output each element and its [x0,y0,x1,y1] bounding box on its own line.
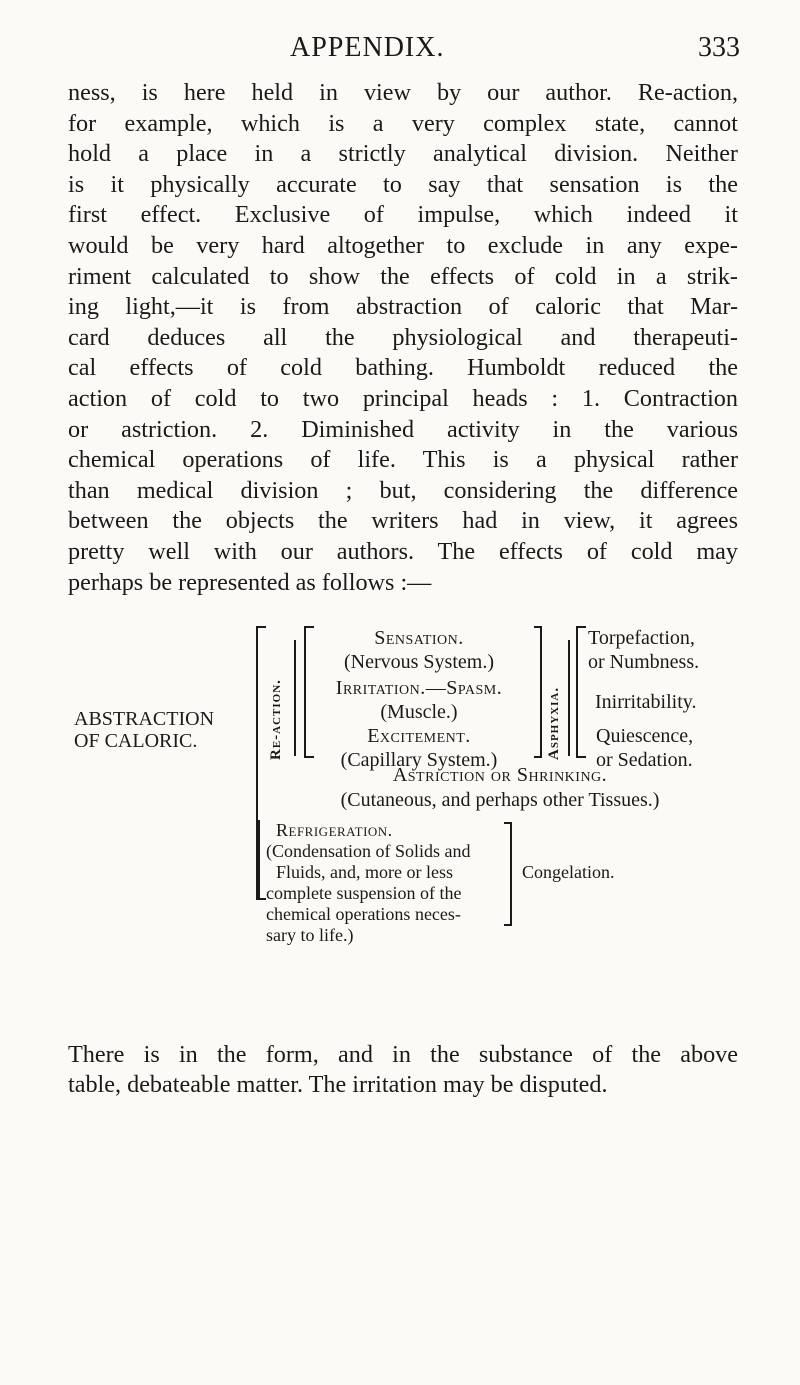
refrigeration-line: chemical operations neces- [266,904,461,924]
irritation-name: Irritation.—Spasm. [335,677,503,699]
body-line: ness, is here held in view by our author. Re-action, [68,79,738,106]
body-line: cal effects of cold bathing. Humboldt reduced the [68,354,738,382]
refrigeration-line: (Condensation of Solids and [266,841,471,861]
body-line: action of cold to two principal heads : 1. Contraction [68,384,738,412]
body-line: riment calculated to show the effects of cold in a strik- [68,262,738,290]
footer-line: table, debateable matter. The irritation may be disputed. [68,1071,608,1098]
astriction-name: Astriction or Shrinking. [392,764,608,786]
body-line: card deduces all the physiological and therapeuti- [68,323,738,351]
quiescence-line: or Sedation. [596,749,693,771]
refrigeration-name: Refrigeration. [276,820,393,840]
root-bracket-upper [256,626,266,730]
body-line-last: perhaps be represented as follows :— [68,568,432,596]
torpefaction-result [588,626,699,674]
irritation-row [306,676,532,724]
refrigeration-line: sary to life.) [266,925,354,945]
body-line: first effect. Exclusive of impulse, which indeed it [68,201,738,229]
body-line: pretty well with our authors. The effects of cold may [68,537,738,565]
excitement-sub: (Capillary System.) [340,749,498,771]
body-line: ing light,—it is from abstraction of caloric that Mar- [68,293,738,321]
refrigeration-left-bracket [258,820,266,900]
footer-line: There is in the form, and in the substance of the above [68,1041,738,1068]
refrigeration-block [266,820,471,946]
body-line: than medical division ; but, considering the difference [68,476,738,504]
page-number: 333 [698,32,740,63]
body-line: chemical operations of life. This is a physical rather [68,446,738,474]
sensation-name: Sensation. [374,627,464,649]
body-line: between the objects the writers had in view, it agrees [68,507,738,535]
sensation-sub: (Nervous System.) [344,651,494,673]
body-line: is it physically accurate to say that sensation is the [68,170,738,198]
body-line: or astriction. 2. Diminished activity in the various [68,415,738,443]
running-header-title: APPENDIX. [290,32,445,63]
root-label [74,708,214,752]
refrigeration-line: complete suspension of the [266,883,462,903]
astriction-sub: (Cutaneous, and perhaps other Tissues.) [340,789,660,811]
body-line: would be very hard altogether to exclude in any expe- [68,231,738,259]
reaction-rule [294,640,296,756]
irritation-sub: (Muscle.) [380,701,458,723]
inirritability-result: Inirritability. [595,691,697,713]
torpefaction-line: Torpefaction, [588,627,695,649]
root-label-line: OF CALORIC. [74,730,198,752]
quiescence-line: Quiescence, [596,725,694,747]
asphyxia-rule [568,640,570,756]
congelation-result: Congelation. [522,862,615,882]
torpefaction-line: or Numbness. [588,651,700,673]
results-bracket [576,626,586,758]
root-label-line: ABSTRACTION [74,708,215,730]
refrigeration-right-bracket [504,822,512,926]
asphyxia-label: Asphyxia. [546,686,562,760]
reaction-label: Re-action. [268,679,284,760]
excitement-name: Excitement. [367,725,471,747]
refrigeration-line: Fluids, and, more or less [276,862,453,882]
footer-paragraph [68,1040,738,1100]
body-line: hold a place in a strictly analytical division. Neither [68,140,738,168]
body-paragraph [68,78,738,598]
sensation-row [306,626,532,674]
body-line: for example, which is a very complex state, cannot [68,109,738,137]
middle-right-bracket [534,626,542,758]
astriction-row [270,763,730,813]
